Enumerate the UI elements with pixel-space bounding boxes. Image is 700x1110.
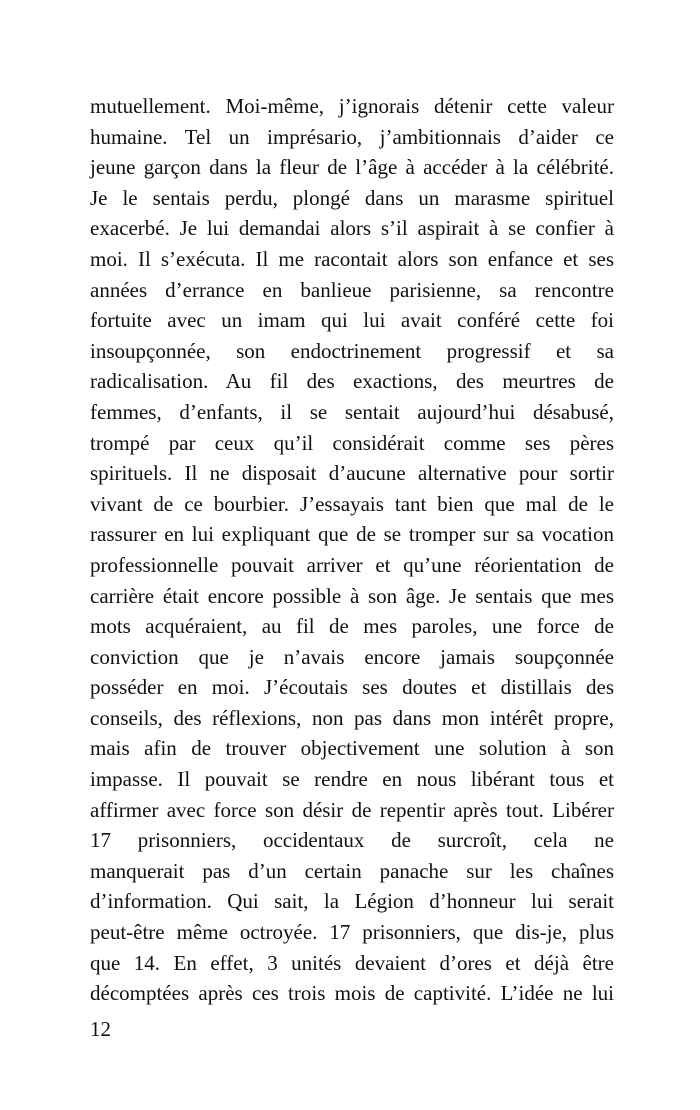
text-line: années d’errance en banlieue parisienne, sa rencontre	[90, 277, 614, 302]
text-line: posséder en moi. J’écoutais ses doutes et distillais des	[90, 675, 614, 700]
body-text	[90, 91, 614, 1009]
text-line: insoupçonnée, son endoctrinement progressif et sa	[90, 338, 614, 363]
text-line: spirituels. Il ne disposait d’aucune alternative pour sortir	[90, 461, 614, 486]
text-line: trompé par ceux qu’il considérait comme ses pères	[90, 430, 614, 455]
text-line: exacerbé. Je lui demandai alors s’il aspirait à se confier à	[90, 216, 614, 241]
text-line: femmes, d’enfants, il se sentait aujourd’hui désabusé,	[90, 399, 614, 424]
text-line: d’information. Qui sait, la Légion d’honneur lui serait	[90, 889, 614, 914]
text-line: 17 prisonniers, occidentaux de surcroît, cela ne	[90, 828, 614, 853]
text-line: vivant de ce bourbier. J’essayais tant bien que mal de le	[90, 491, 614, 516]
text-line: carrière était encore possible à son âge. Je sentais que mes	[90, 583, 614, 608]
text-line: rassurer en lui expliquant que de se tromper sur sa vocation	[90, 522, 614, 547]
text-line: mots acquéraient, au fil de mes paroles, une force de	[90, 614, 614, 639]
text-line: peut-être même octroyée. 17 prisonniers, que dis-je, plus	[90, 920, 614, 945]
text-line: conseils, des réflexions, non pas dans mon intérêt propre,	[90, 705, 614, 730]
text-line: humaine. Tel un imprésario, j’ambitionnais d’aider ce	[90, 124, 614, 149]
text-line: affirmer avec force son désir de repentir après tout. Libérer	[90, 797, 614, 822]
text-line: décomptées après ces trois mois de captivité. L’idée ne lui	[90, 981, 614, 1006]
text-line: mutuellement. Moi-même, j’ignorais détenir cette valeur	[90, 94, 614, 118]
text-line: impasse. Il pouvait se rendre en nous libérant tous et	[90, 767, 614, 792]
text-line: Je le sentais perdu, plongé dans un marasme spirituel	[90, 185, 614, 210]
text-line: jeune garçon dans la fleur de l’âge à accéder à la célébrité.	[90, 155, 614, 180]
text-line: manquerait pas d’un certain panache sur les chaînes	[90, 858, 614, 883]
text-line: professionnelle pouvait arriver et qu’une réorientation de	[90, 552, 614, 577]
text-line: mais afin de trouver objectivement une solution à son	[90, 736, 614, 761]
text-line: moi. Il s’exécuta. Il me racontait alors son enfance et ses	[90, 246, 614, 271]
page-number: 12	[90, 1017, 111, 1041]
text-line: fortuite avec un imam qui lui avait conféré cette foi	[90, 308, 614, 333]
text-line: que 14. En effet, 3 unités devaient d’ores et déjà être	[90, 950, 614, 975]
text-line: radicalisation. Au fil des exactions, des meurtres de	[90, 369, 614, 394]
text-line: conviction que je n’avais encore jamais soupçonnée	[90, 644, 614, 669]
